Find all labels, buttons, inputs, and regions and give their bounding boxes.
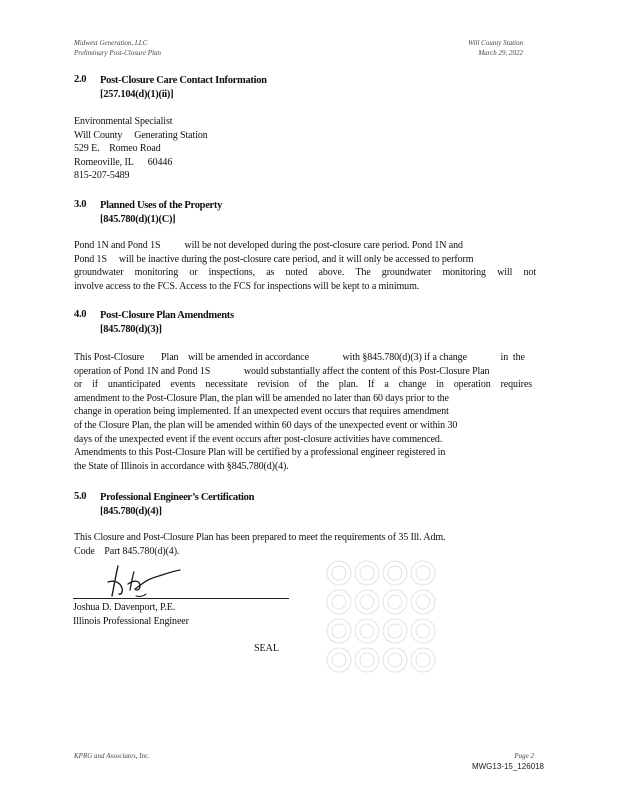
amendments-paragraph [74,351,532,473]
section-3-heading [100,199,222,227]
paragraph-line: Pond 1S will be inactive during the post-closure care period, and it will only be accessed to perform [74,253,474,265]
seal-watermark-icon [324,558,440,676]
paragraph-line: of the Closure Plan, the plan will be amended within 60 days of the unexpected event or within 30 [74,419,458,431]
header-right [468,38,523,58]
section-5-heading [100,491,254,519]
paragraph-line: This Closure and Post-Closure Plan has been prepared to meet the requirements of 35 Ill. Adm. [74,532,446,543]
engineer-name: Joshua D. Davenport, P.E. [73,602,176,613]
section-3-citation: [845.780(d)(1)(C)] [100,214,176,225]
section-4-number: 4.0 [74,309,87,320]
section-2-citation: [257.104(d)(1)(ii)] [100,89,174,100]
contact-facility: Will County Generating Station [74,129,208,141]
paragraph-line: amendment to the Post-Closure Plan, the plan will be amended no later than 60 days prior to the [74,392,449,404]
seal-label: SEAL [254,643,279,654]
paragraph-line: the State of Illinois in accordance with §845.780(d)(4). [74,460,289,472]
engineer-title: Illinois Professional Engineer [73,615,189,627]
document-title: Preliminary Post-Closure Plan [74,49,161,57]
contact-street: 529 E. Romeo Road [74,143,161,155]
certification-paragraph [74,531,445,558]
paragraph-line: This Post-Closure Plan will be amended in accordance with §845.780(d)(3) if a change in the [74,352,525,363]
section-5-number: 5.0 [74,491,87,502]
section-3-number: 3.0 [74,199,87,210]
station-name: Will County Station [468,39,523,47]
paragraph-line: Code Part 845.780(d)(4). [74,545,180,557]
section-5-title: Professional Engineer’s Certification [100,492,255,503]
company-name: Midwest Generation, LLC [74,39,148,47]
paragraph-line: change in operation being implemented. If an unexpected event occurs that requires amendment [74,406,449,418]
paragraph-line: Pond 1N and Pond 1S will be not developed during the post-closure care period. Pond 1N and [74,240,463,251]
paragraph-line: days of the unexpected event if the event occurs after post-closure activities have commenced. [74,433,443,445]
paragraph-line: operation of Pond 1N and Pond 1S would substantially affect the content of this Post-Closure Plan [74,365,490,377]
planned-uses-paragraph [74,239,536,293]
engineer-signature [100,560,190,600]
contact-city: Romeoville, IL 60446 [74,156,173,168]
page-number: Page 2 [514,752,534,760]
section-3-title: Planned Uses of the Property [100,200,223,211]
section-2-heading [100,74,267,102]
paragraph-line: groundwater monitoring or inspections, as noted above. The groundwater monitoring will not [74,267,536,279]
footer-company: KPRG and Associates, Inc. [74,752,150,760]
section-4-citation: [845.780(d)(3)] [100,324,162,335]
section-5-citation: [845.780(d)(4)] [100,506,162,517]
document-id: MWG13-15_126018 [471,762,544,771]
paragraph-line: or if unanticipated events necessitate revision of the plan. If a change in operation requires [74,379,532,391]
section-4-title: Post-Closure Plan Amendments [100,310,234,321]
signature-line [73,598,289,599]
section-2-title: Post-Closure Care Contact Information [100,75,267,86]
paragraph-line: Amendments to this Post-Closure Plan will be certified by a professional engineer registered in [74,447,446,459]
header-left [74,38,161,58]
contact-phone: 815-207-5489 [74,170,130,182]
paragraph-line: involve access to the FCS. Access to the FCS for inspections will be kept to a minimum. [74,280,420,292]
contact-role: Environmental Specialist [74,116,173,127]
contact-block [74,115,208,183]
section-4-heading [100,309,234,337]
document-date: March 29, 2022 [478,49,523,57]
signature-block [73,601,189,628]
section-2-number: 2.0 [74,74,87,85]
